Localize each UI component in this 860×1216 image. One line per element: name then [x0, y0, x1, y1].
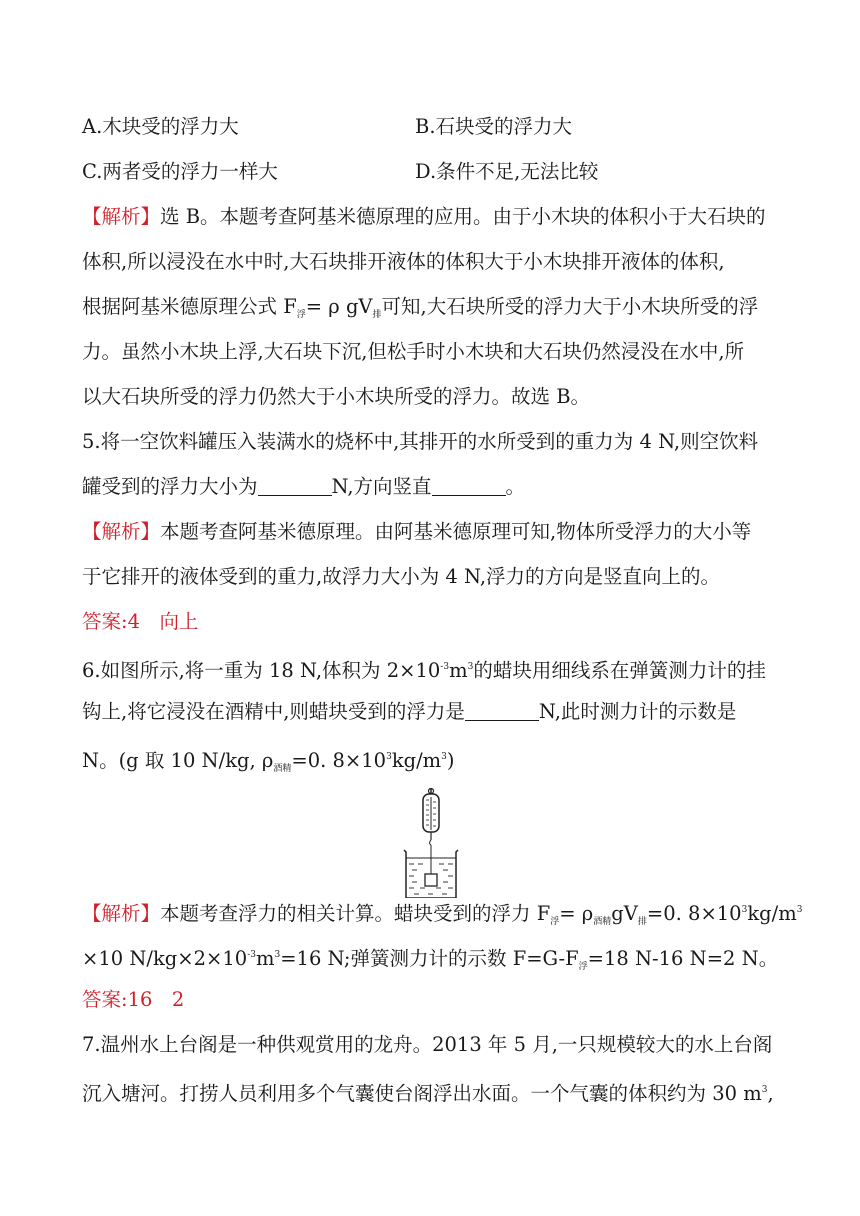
- spring-scale-beaker-figure: [398, 788, 464, 902]
- q5-analysis-line-1: 【解析】本题考查阿基米德原理。由阿基米德原理可知,物体所受浮力的大小等: [82, 520, 752, 543]
- q5-analysis-line-2: 于它排开的液体受到的重力,故浮力大小为 4 N,浮力的方向是竖直向上的。: [82, 565, 721, 588]
- q7-question-line-2: 沉入塘河。打捞人员利用多个气囊使台阁浮出水面。一个气囊的体积约为 30 $m^3$,: [82, 1082, 774, 1105]
- option-b: B.石块受的浮力大: [415, 115, 573, 138]
- analysis-tag: 【解析】: [82, 902, 161, 925]
- q7-question-line-1: 7.温州水上台阁是一种供观赏用的龙舟。2013 年 5 月,一只规模较大的水上台阁: [82, 1033, 773, 1056]
- option-c: C.两者受的浮力一样大: [82, 160, 278, 183]
- q6-analysis-line-2: ×10 $N/kg\times 2\times 10^{-3}m^3=16$ N;弹簧测力计的示数 $F=G-F_浮=18$ N-16 N=2 N。: [82, 947, 779, 972]
- analysis-tag: 【解析】: [82, 205, 161, 228]
- answer-blank: [432, 477, 506, 496]
- q6-analysis-line-1: 【解析】本题考查浮力的相关计算。蜡块受到的浮力 $F_浮= \rho_{酒精}gV_排=0$. $8\times 10^3kg/m^3$: [82, 902, 803, 927]
- q4-analysis-line-4: 力。虽然小木块上浮,大石块下沉,但松手时小木块和大石块仍然浸没在水中,所: [82, 340, 745, 363]
- analysis-tag: 【解析】: [82, 520, 161, 543]
- q4-analysis-line-1: 【解析】选 B。本题考查阿基米德原理的应用。由于小木块的体积小于大石块的: [82, 205, 766, 228]
- q4-analysis-line-5: 以大石块所受的浮力仍然大于小木块所受的浮力。故选 B。: [82, 385, 591, 408]
- q5-answer: 答案:4 向上: [82, 610, 199, 633]
- answer-blank: [258, 477, 332, 496]
- answer-blank: [465, 702, 539, 721]
- q4-analysis-line-3: 根据阿基米德原理公式 $F_浮= \rho$ $gV_排$可知,大石块所受的浮力大于小木块所受的浮: [82, 295, 759, 320]
- q6-question-line-1: 6.如图所示,将一重为 18 N,体积为 $2\times 10^{-3}m^3$的蜡块用细线系在弹簧测力计的挂: [82, 659, 766, 682]
- option-d: D.条件不足,无法比较: [415, 160, 599, 183]
- q6-question-line-3: N。(g 取 10 N/kg, $\rho_{酒精}=0$. $8\times 10^3kg/m^3$): [82, 749, 455, 774]
- q6-question-line-2: 钩上,将它浸没在酒精中,则蜡块受到的浮力是 N,此时测力计的示数是: [82, 700, 737, 723]
- q6-answer: 答案:16 2: [82, 988, 185, 1011]
- q4-analysis-line-2: 体积,所以浸没在水中时,大石块排开液体的体积大于小木块排开液体的体积,: [82, 250, 725, 273]
- option-a: A.木块受的浮力大: [82, 115, 239, 138]
- q5-question-line-2: 罐受到的浮力大小为 N,方向竖直 。: [82, 475, 526, 498]
- q5-question-line-1: 5.将一空饮料罐压入装满水的烧杯中,其排开的水所受到的重力为 4 N,则空饮料: [82, 430, 759, 453]
